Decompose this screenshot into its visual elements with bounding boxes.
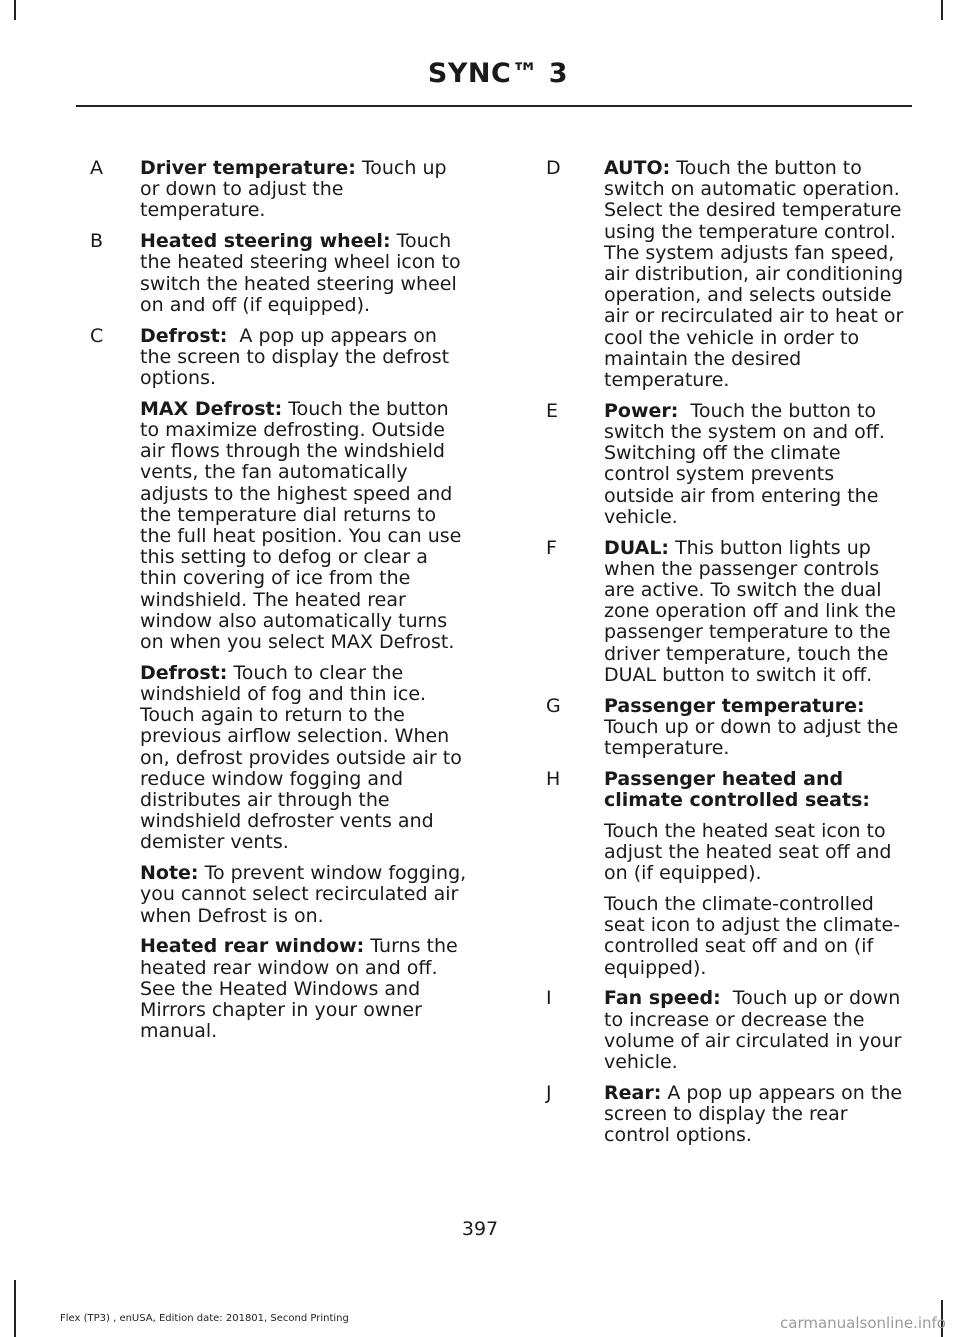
- term-description: Touch to clear the windshield of fog and thin ice. Touch again to return to the previous airflow selection. When on, defrost provides outside air to reduce window fogging and distributes air through the windshield defroster vents and demister vents.: [140, 661, 468, 854]
- description-paragraph: [604, 821, 904, 885]
- term-label: Note:: [140, 862, 199, 885]
- legend-letter: I: [546, 987, 552, 1010]
- legend-description: [140, 231, 470, 316]
- description-paragraph: [140, 936, 470, 1042]
- description-paragraph: [604, 987, 908, 1074]
- footer-edition-info: Flex (TP3) , enUSA, Edition date: 201801, Second Printing: [60, 1313, 349, 1324]
- legend-description: [604, 157, 910, 392]
- description-paragraph: [604, 1081, 909, 1147]
- legend-entry-a: [78, 158, 470, 222]
- description-paragraph: [140, 663, 470, 854]
- description-paragraph: [604, 696, 904, 760]
- legend-entry-h: [542, 769, 904, 979]
- legend-description: [604, 1081, 909, 1147]
- legend-description: [604, 987, 908, 1074]
- term-description: To prevent window fogging, you cannot select recirculated air when Defrost is on.: [140, 862, 473, 927]
- legend-description: [604, 769, 904, 979]
- description-paragraph: [140, 326, 470, 390]
- term-description: A pop up appears on the screen to display the defrost options.: [140, 324, 456, 390]
- description-paragraph: [140, 158, 470, 222]
- legend-letter: A: [90, 157, 103, 179]
- term-description: Touch the heated steering wheel icon to switch the heated steering wheel on and off (if equipped).: [140, 230, 467, 316]
- term-label: DUAL:: [604, 536, 670, 559]
- term-label: Rear:: [604, 1081, 662, 1104]
- term-description: Touch the button to maximize defrosting. Outside air flows through the windshield vents, the fan automatically adjusts to the highest speed and the temperature dial returns to the full heat position. You can use this setting to defog or clear a thin covering of ice from the windshield. The heated rear window also automatically turns on when you select MAX Defrost.: [140, 397, 468, 654]
- term-label: Fan speed:: [604, 987, 721, 1010]
- description-paragraph: [140, 231, 470, 316]
- legend-description: [140, 324, 473, 1043]
- description-paragraph: [604, 157, 910, 392]
- term-description: This button lights up when the passenger controls are active. To switch the dual zone operation off and link the passenger temperature to the driver temperature, touch the DUAL button to switch it off.: [604, 536, 903, 686]
- term-label: Defrost:: [140, 324, 228, 347]
- term-description: Touch up or down to adjust the temperature.: [604, 694, 905, 760]
- legend-description: [604, 538, 904, 686]
- legend-entry-j: [542, 1081, 909, 1147]
- legend-entry-e: [542, 401, 904, 528]
- term-label: MAX Defrost:: [140, 397, 283, 420]
- term-label: Defrost:: [140, 661, 228, 684]
- description-paragraph: [604, 894, 904, 979]
- term-label: Heated rear window:: [140, 935, 365, 958]
- legend-entry-d: [542, 157, 910, 392]
- term-label: Passenger temperature:: [604, 694, 865, 717]
- legend-entry-g: [542, 696, 904, 760]
- term-description: Touch up or down to increase or decrease the volume of air circulated in your vehicle.: [604, 987, 908, 1074]
- crop-mark-top-right: [941, 0, 943, 20]
- term-label: Power:: [604, 399, 679, 422]
- watermark: carmanualsonline.info: [780, 1314, 946, 1332]
- legend-description: [604, 401, 904, 528]
- legend-letter: E: [546, 399, 559, 422]
- page-header-title: SYNC™ 3: [427, 58, 568, 89]
- page-number: 397: [461, 1218, 499, 1240]
- right-column: [542, 157, 910, 1156]
- crop-mark-bottom-left: [14, 1280, 16, 1337]
- term-description: Touch the button to switch the system on and off. Switching off the climate control system prevents outside air from entering the vehicle.: [604, 399, 891, 528]
- legend-entry-b: [78, 231, 470, 316]
- term-label: Driver temperature:: [140, 157, 356, 179]
- description-paragraph: [140, 399, 470, 653]
- term-label: Passenger heated and climate controlled seats:: [604, 767, 870, 812]
- legend-letter: J: [546, 1081, 552, 1104]
- term-description: Touch the button to switch on automatic operation. Select the desired temperature using the temperature control. The system adjusts fan speed, air distribution, air conditioning operation, and selects outside air or recirculated air to heat or cool the vehicle in order to maintain the desired temperature.: [604, 157, 910, 392]
- term-description: Touch the climate-controlled seat icon to adjust the climate-controlled seat off and on (if equipped).: [604, 893, 901, 979]
- description-paragraph: [140, 862, 473, 927]
- term-label: Heated steering wheel:: [140, 230, 391, 253]
- legend-letter: B: [90, 230, 104, 253]
- header-divider: [76, 105, 912, 107]
- term-description: A pop up appears on the screen to display the rear control options.: [604, 1081, 909, 1147]
- legend-entry-c: [78, 324, 473, 1043]
- description-paragraph: [604, 538, 904, 686]
- term-description: Touch the heated seat icon to adjust the heated seat off and on (if equipped).: [604, 819, 898, 885]
- legend-description: [140, 158, 470, 222]
- legend-letter: G: [546, 694, 561, 717]
- legend-letter: C: [90, 324, 104, 347]
- legend-entry-i: [542, 987, 908, 1074]
- legend-description: [604, 696, 904, 760]
- term-description: Touch up or down to adjust the temperature.: [140, 157, 453, 222]
- crop-mark-top-left: [14, 0, 16, 20]
- legend-letter: F: [546, 536, 557, 559]
- legend-entry-f: [542, 538, 904, 686]
- legend-letter: D: [546, 157, 561, 179]
- description-paragraph: [604, 401, 904, 528]
- left-column: [78, 157, 473, 1052]
- legend-letter: H: [546, 767, 561, 790]
- term-description: Turns the heated rear window on and off. See the Heated Windows and Mirrors chapter in your owner manual.: [140, 935, 464, 1043]
- description-paragraph: [604, 769, 904, 811]
- term-label: AUTO:: [604, 157, 671, 179]
